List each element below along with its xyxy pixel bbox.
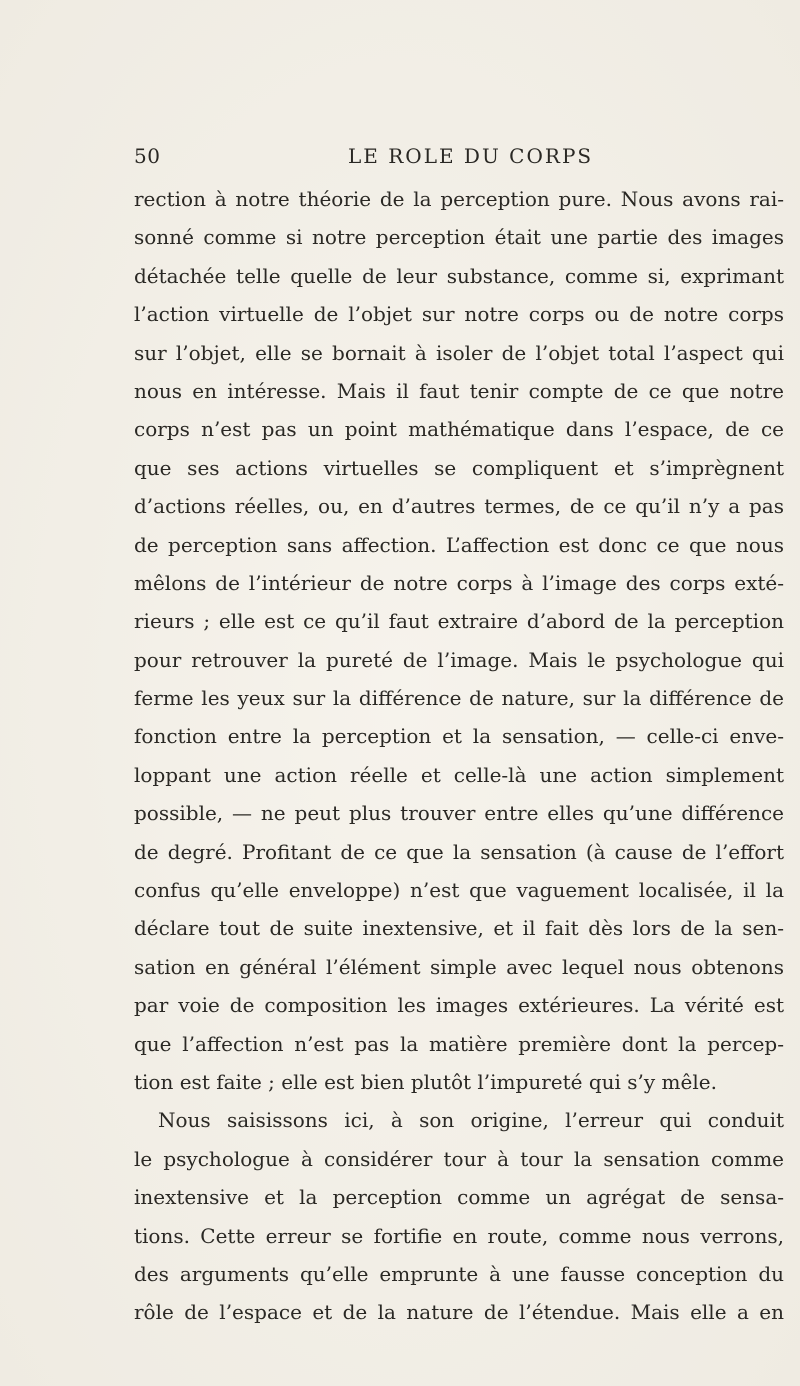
text-line: sur l’objet, elle se bornait à isoler de l’objet total l’aspect qui	[134, 340, 784, 365]
text-line: détachée telle quelle de leur substance, comme si, exprimant	[134, 263, 784, 288]
text-line: ferme les yeux sur la différence de nature, sur la différence de	[134, 686, 784, 711]
text-line: sation en général l’élément simple avec lequel nous obtenons	[134, 954, 784, 979]
text-line: de degré. Profitant de ce que la sensation (à cause de l’effort	[134, 839, 784, 864]
text-line: rieurs ; elle est ce qu’il faut extraire d’abord de la perception	[134, 609, 784, 634]
text-line: confus qu’elle enveloppe) n’est que vaguement localisée, il la	[134, 878, 784, 903]
body-text	[134, 180, 784, 1332]
text-line: loppant une action réelle et celle-là une action simplement	[134, 762, 784, 787]
text-line: tions. Cette erreur se fortifie en route, comme nous verrons,	[134, 1223, 784, 1248]
text-line: que ses actions virtuelles se compliquent et s’imprègnent	[134, 455, 784, 480]
text-line: de perception sans affection. L’affection est donc ce que nous	[134, 532, 784, 557]
text-line: tion est faite ; elle est bien plutôt l’impureté qui s’y mêle.	[134, 1069, 717, 1094]
text-line: fonction entre la perception et la sensation, — celle-ci enve-	[134, 724, 784, 749]
text-line: Nous saisissons ici, à son origine, l’erreur qui conduit	[158, 1108, 784, 1133]
text-line: déclare tout de suite inextensive, et il fait dès lors de la sen-	[134, 916, 784, 941]
text-line: pour retrouver la pureté de l’image. Mais le psychologue qui	[134, 647, 784, 672]
text-line: que l’affection n’est pas la matière première dont la percep-	[134, 1031, 784, 1056]
text-line: possible, — ne peut plus trouver entre elles qu’une différence	[134, 801, 784, 826]
page-number: 50	[134, 144, 161, 168]
text-line: inextensive et la perception comme un agrégat de sensa-	[134, 1185, 784, 1210]
text-line: par voie de composition les images extérieures. La vérité est	[134, 993, 784, 1018]
running-head	[134, 144, 784, 176]
text-line: l’action virtuelle de l’objet sur notre corps ou de notre corps	[134, 302, 784, 327]
running-title: LE ROLE DU CORPS	[348, 144, 594, 168]
text-line: d’actions réelles, ou, en d’autres termes, de ce qu’il n’y a pas	[134, 494, 784, 519]
text-line: rôle de l’espace et de la nature de l’étendue. Mais elle a en	[134, 1300, 784, 1325]
text-line: des arguments qu’elle emprunte à une fausse conception du	[134, 1261, 784, 1286]
text-line: rection à notre théorie de la perception pure. Nous avons rai-	[134, 187, 784, 211]
text-line: nous en intéresse. Mais il faut tenir compte de ce que notre	[134, 378, 784, 403]
text-line: mêlons de l’intérieur de notre corps à l’image des corps exté-	[134, 570, 784, 595]
text-line: le psychologue à considérer tour à tour la sensation comme	[134, 1146, 784, 1171]
text-line: sonné comme si notre perception était une partie des images	[134, 225, 784, 250]
text-line: corps n’est pas un point mathématique dans l’espace, de ce	[134, 417, 784, 442]
